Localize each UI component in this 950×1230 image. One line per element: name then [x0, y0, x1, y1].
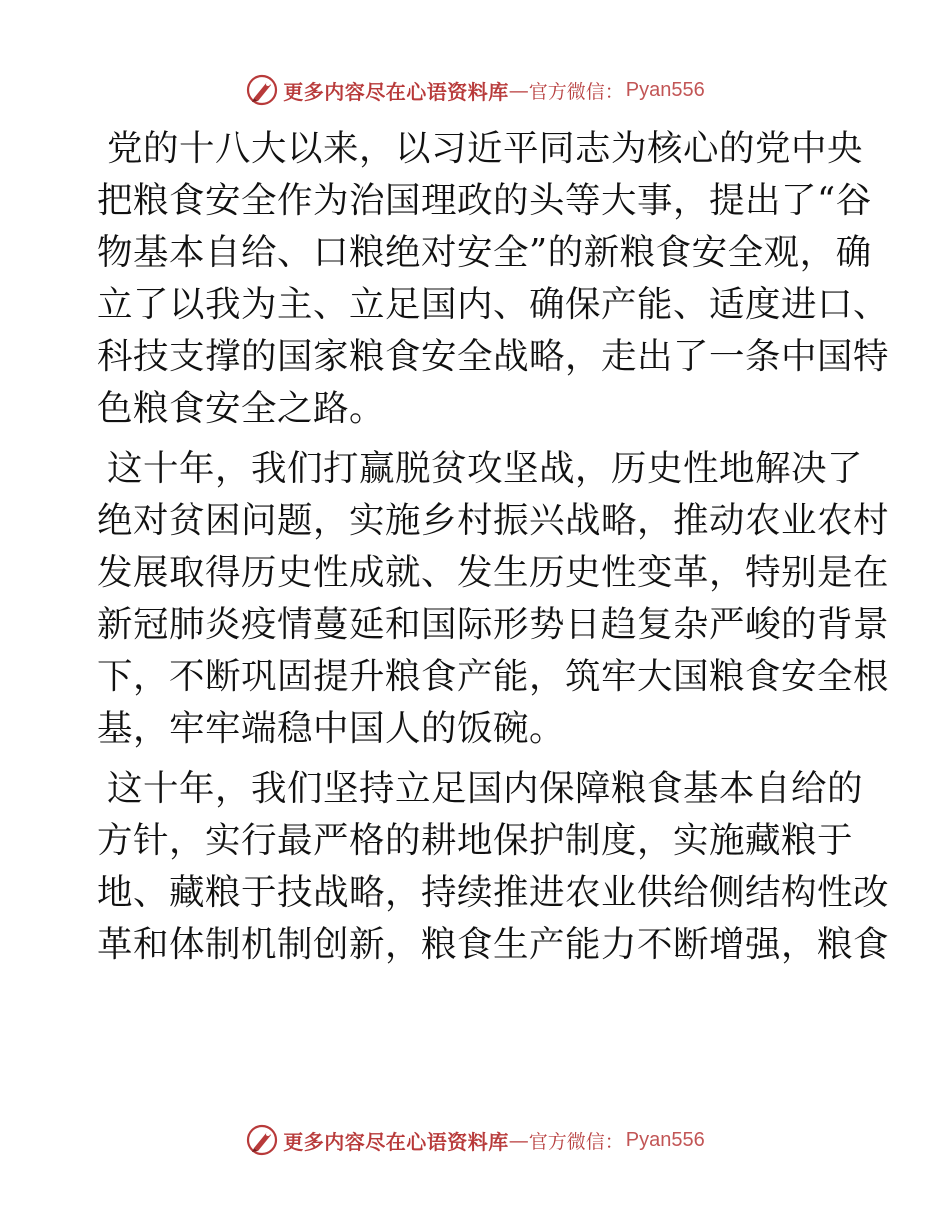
paragraph-1 [97, 123, 890, 435]
document-body [97, 123, 890, 979]
text-line: 革和体制机制创新，粮食生产能力不断增强，粮食 [97, 924, 890, 965]
banner-dash: — [508, 1128, 529, 1152]
banner-wechat-id: Pyan556 [625, 78, 705, 101]
text-line: 党的十八大以来，以习近平同志为核心的党中央 [107, 128, 864, 169]
text-line: 色粮食安全之路。 [97, 388, 386, 429]
text-line: 物基本自给、口粮绝对安全”的新粮食安全观，确 [97, 232, 872, 273]
pen-nib-logo-icon [245, 1123, 279, 1157]
header-watermark-banner [0, 70, 950, 110]
footer-watermark-banner [0, 1120, 950, 1160]
text-line: 地、藏粮于技战略，持续推进农业供给侧结构性改 [97, 872, 890, 913]
banner-brand-text: 更多内容尽在心语资料库 [283, 1129, 509, 1154]
text-line: 发展取得历史性成就、发生历史性变革，特别是在 [97, 552, 890, 593]
text-line: 下，不断巩固提升粮食产能，筑牢大国粮食安全根 [97, 656, 890, 697]
text-line: 绝对贫困问题，实施乡村振兴战略，推动农业农村 [97, 500, 890, 541]
banner-wechat-label: 官方微信： [528, 80, 624, 103]
pen-nib-logo-icon [245, 73, 279, 107]
banner-wechat-id: Pyan556 [625, 1128, 705, 1151]
banner-dash: — [508, 78, 529, 102]
text-line: 科技支撑的国家粮食安全战略，走出了一条中国特 [97, 336, 890, 377]
text-line: 方针，实行最严格的耕地保护制度，实施藏粮于 [97, 820, 854, 861]
text-line: 把粮食安全作为治国理政的头等大事，提出了“谷 [97, 180, 872, 221]
text-line: 这十年，我们坚持立足国内保障粮食基本自给的 [107, 768, 864, 809]
banner-brand-text: 更多内容尽在心语资料库 [283, 79, 509, 104]
paragraph-2 [97, 443, 890, 755]
text-line: 新冠肺炎疫情蔓延和国际形势日趋复杂严峻的背景 [97, 604, 890, 645]
text-line: 立了以我为主、立足国内、确保产能、适度进口、 [97, 284, 890, 325]
banner-wechat-label: 官方微信： [528, 1130, 624, 1153]
text-line: 这十年，我们打赢脱贫攻坚战，历史性地解决了 [107, 448, 864, 489]
text-line: 基，牢牢端稳中国人的饭碗。 [97, 708, 566, 749]
paragraph-3 [97, 763, 890, 971]
